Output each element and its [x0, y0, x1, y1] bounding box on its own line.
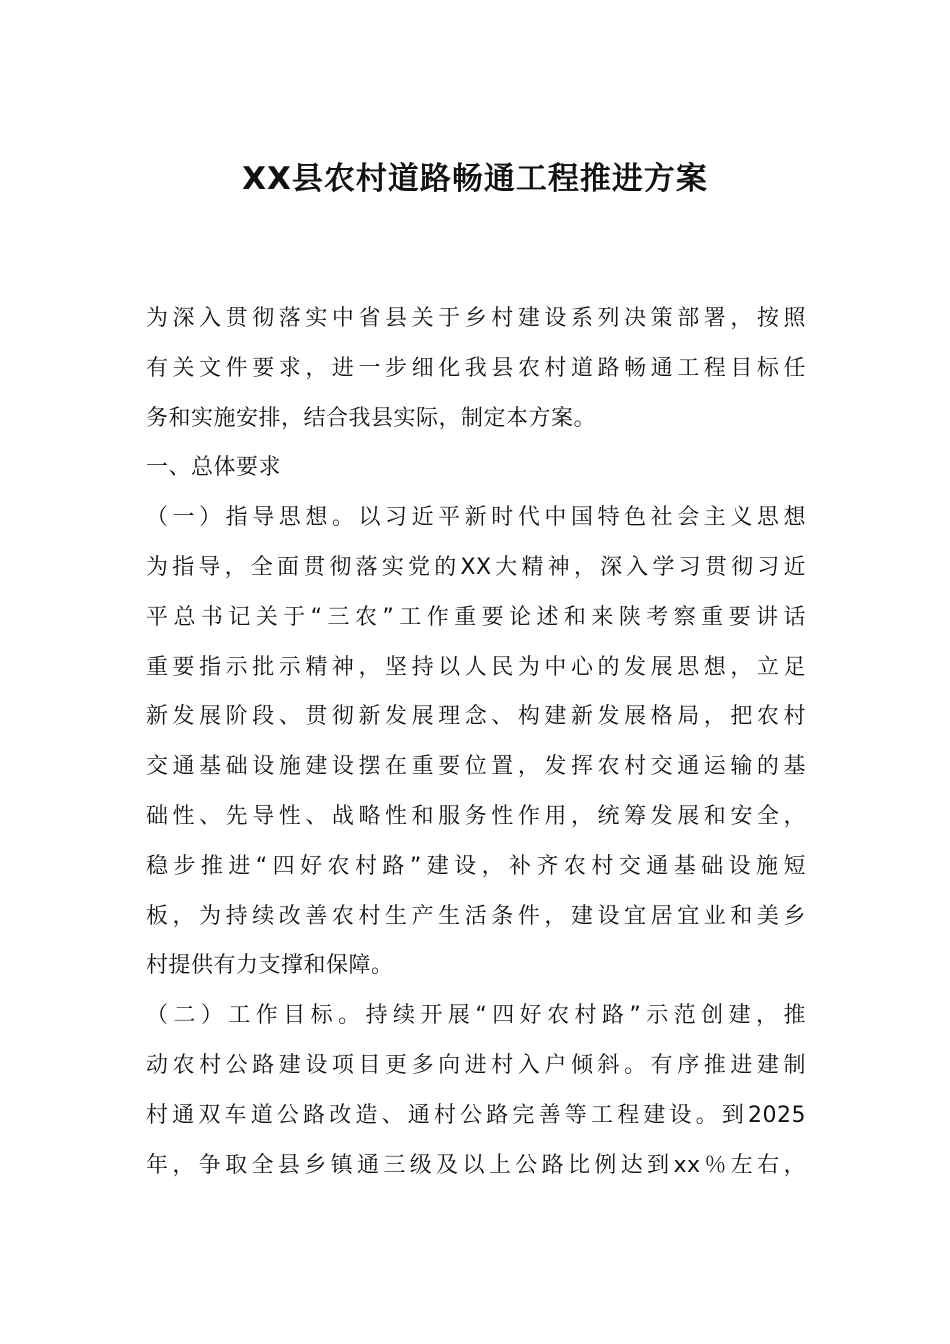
body-line: 村提供有力支撑和保障。: [146, 953, 394, 979]
body-line: 一、总体要求: [146, 455, 282, 481]
body-line: 交通基础设施建设摆在重要位置，发挥农村交通运输的基: [146, 754, 806, 780]
body-line: 稳步推进“四好农村路”建设，补齐农村交通基础设施短: [146, 853, 806, 879]
body-line: 有关文件要求，进一步细化我县农村道路畅通工程目标任: [146, 355, 806, 381]
body-line: 平总书记关于“三农”工作重要论述和来陕考察重要讲话: [146, 604, 806, 630]
body-line: 动农村公路建设项目更多向进村入户倾斜。有序推进建制: [146, 1052, 806, 1078]
document-body: [146, 294, 806, 1190]
body-line: 村通双车道公路改造、通村公路完善等工程建设。到2025: [146, 1102, 806, 1128]
document-title: XX县农村道路畅通工程推进方案: [242, 161, 708, 197]
body-line: 新发展阶段、贯彻新发展理念、构建新发展格局，把农村: [146, 704, 806, 730]
body-line: 为深入贯彻落实中省县关于乡村建设系列决策部署，按照: [146, 306, 806, 331]
body-line: 务和实施安排，结合我县实际，制定本方案。: [146, 405, 597, 431]
body-line: （二）工作目标。持续开展“四好农村路”示范创建，推: [146, 1003, 806, 1029]
body-line: 年，争取全县乡镇通三级及以上公路比例达到xx％左右，: [146, 1152, 806, 1178]
body-line: 为指导，全面贯彻落实党的XX大精神，深入学习贯彻习近: [146, 554, 806, 580]
body-line: （一）指导思想。以习近平新时代中国特色社会主义思想: [146, 505, 806, 531]
body-line: 重要指示批示精神，坚持以人民为中心的发展思想，立足: [146, 654, 806, 680]
body-line: 础性、先导性、战略性和服务性作用，统筹发展和安全，: [146, 803, 806, 829]
body-line: 板，为持续改善农村生产生活条件，建设宜居宜业和美乡: [146, 903, 806, 929]
